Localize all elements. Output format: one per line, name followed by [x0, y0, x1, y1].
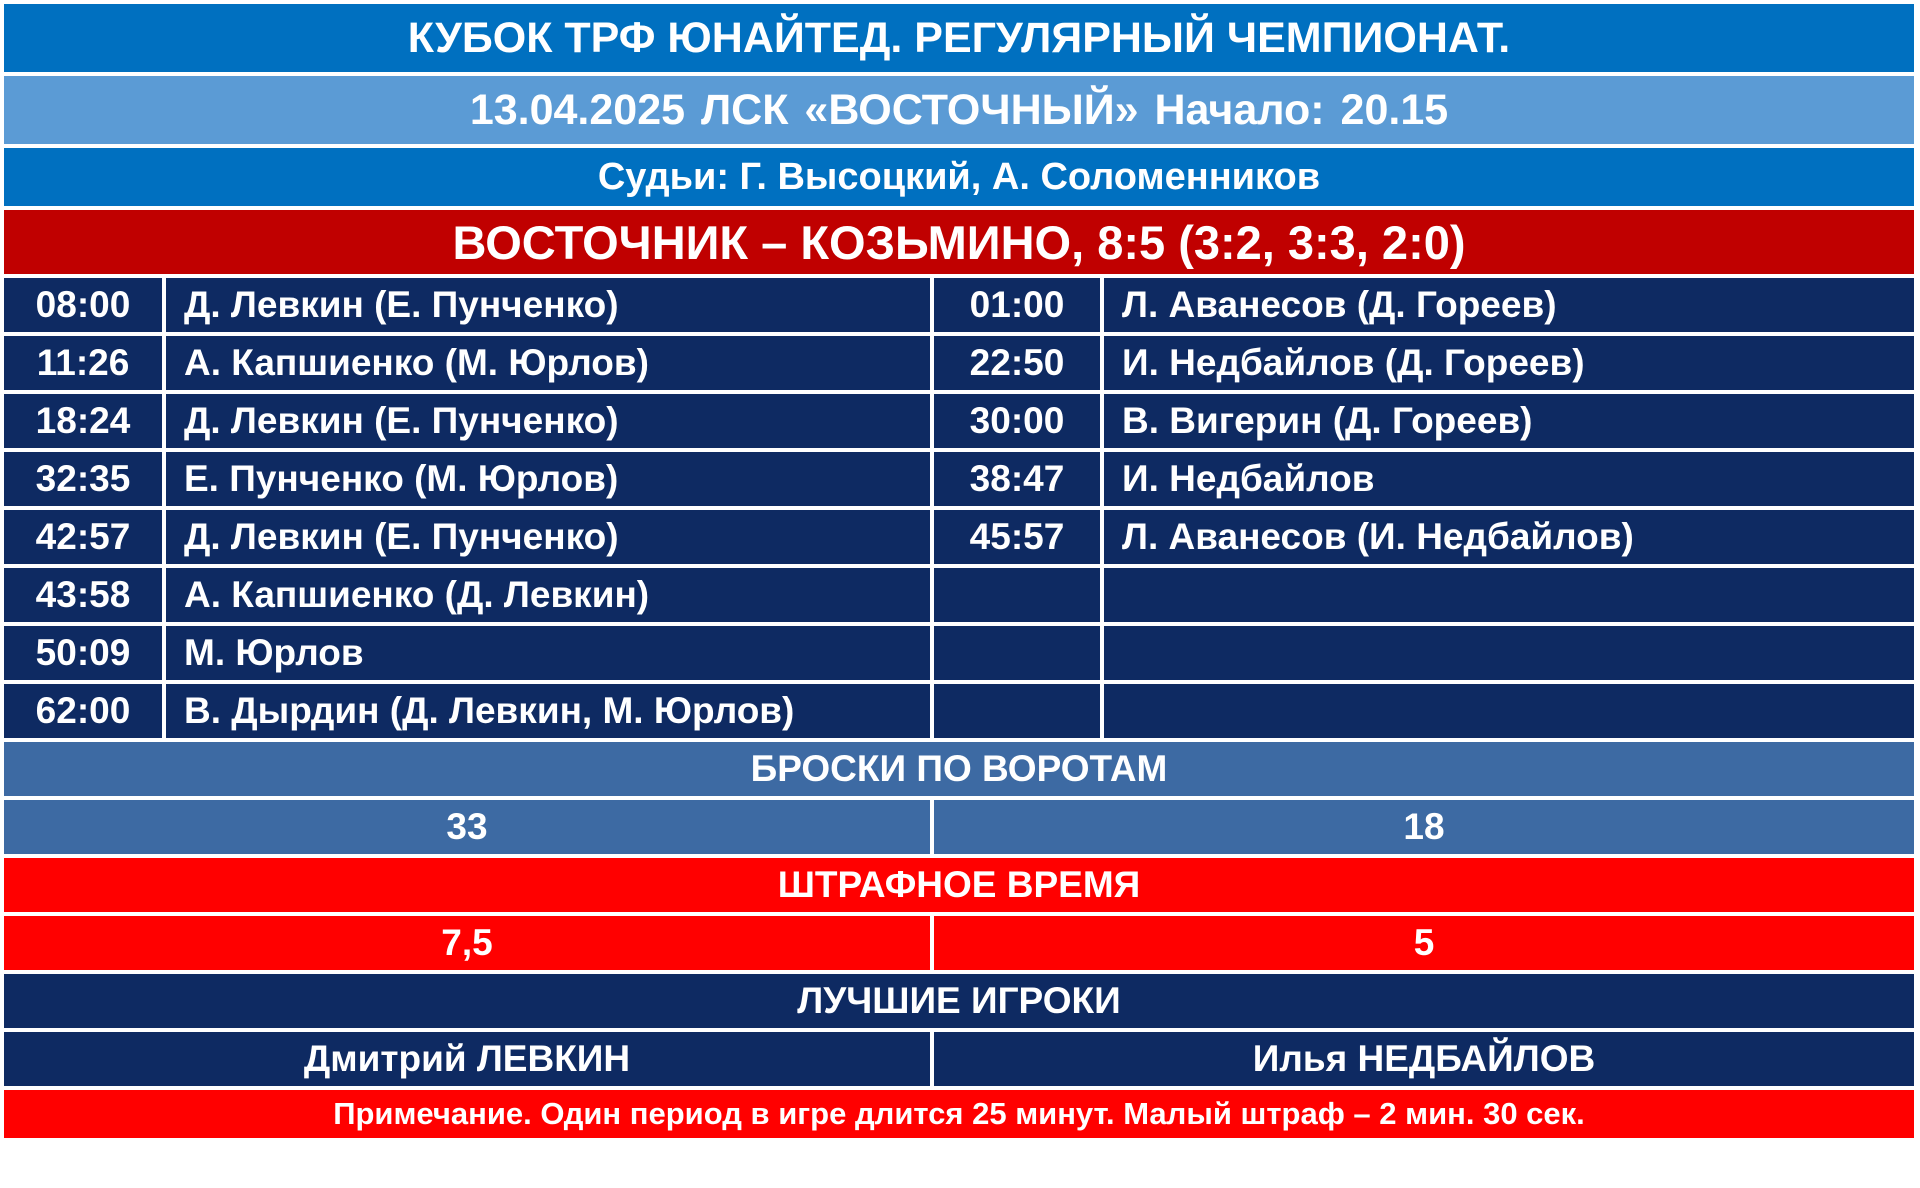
match-protocol	[4, 4, 1914, 1142]
home-shots: 33	[4, 800, 930, 854]
shots-header-row	[4, 742, 1914, 796]
home-goal-scorer: Д. Левкин (Е. Пунченко)	[166, 394, 930, 448]
home-goal-scorer: Д. Левкин (Е. Пунченко)	[166, 510, 930, 564]
home-goal-scorer: А. Капшиенко (Д. Левкин)	[166, 568, 930, 622]
home-goal-scorer: В. Дырдин (Д. Левкин, М. Юрлов)	[166, 684, 930, 738]
home-goal-time: 11:26	[4, 336, 162, 390]
away-goal-time: 22:50	[934, 336, 1100, 390]
away-best-player: Илья НЕДБАЙЛОВ	[934, 1032, 1914, 1086]
best-players-row	[4, 1032, 1914, 1086]
away-goal-scorer: Л. Аванесов (И. Недбайлов)	[1104, 510, 1914, 564]
page-title: КУБОК ТРФ ЮНАЙТЕД. РЕГУЛЯРНЫЙ ЧЕМПИОНАТ.	[4, 4, 1914, 72]
shots-label: БРОСКИ ПО ВОРОТАМ	[4, 742, 1914, 796]
goal-row	[4, 568, 1914, 622]
goal-row	[4, 336, 1914, 390]
penalties-row	[4, 916, 1914, 970]
away-goal-time	[934, 568, 1100, 622]
away-goal-time: 01:00	[934, 278, 1100, 332]
home-goal-scorer: М. Юрлов	[166, 626, 930, 680]
home-goal-time: 43:58	[4, 568, 162, 622]
home-goal-time: 32:35	[4, 452, 162, 506]
home-goal-time: 50:09	[4, 626, 162, 680]
match-score: ВОСТОЧНИК – КОЗЬМИНО, 8:5 (3:2, 3:3, 2:0)	[4, 210, 1914, 274]
home-goal-time: 62:00	[4, 684, 162, 738]
date-venue-row	[4, 76, 1914, 144]
home-goal-time: 42:57	[4, 510, 162, 564]
home-goal-scorer: А. Капшиенко (М. Юрлов)	[166, 336, 930, 390]
shots-row	[4, 800, 1914, 854]
away-shots: 18	[934, 800, 1914, 854]
home-best-player: Дмитрий ЛЕВКИН	[4, 1032, 930, 1086]
away-penalties: 5	[934, 916, 1914, 970]
penalties-header-row	[4, 858, 1914, 912]
away-goal-time	[934, 684, 1100, 738]
note-row	[4, 1090, 1914, 1138]
away-goal-scorer	[1104, 568, 1914, 622]
away-goal-scorer	[1104, 684, 1914, 738]
home-penalties: 7,5	[4, 916, 930, 970]
title-row	[4, 4, 1914, 72]
away-goal-time	[934, 626, 1100, 680]
away-goal-time: 38:47	[934, 452, 1100, 506]
home-goal-scorer: Д. Левкин (Е. Пунченко)	[166, 278, 930, 332]
home-goal-scorer: Е. Пунченко (М. Юрлов)	[166, 452, 930, 506]
away-goal-scorer: И. Недбайлов (Д. Гореев)	[1104, 336, 1914, 390]
referees: Судьи: Г. Высоцкий, А. Соломенников	[4, 148, 1914, 206]
date-venue: 13.04.2025 ЛСК «ВОСТОЧНЫЙ» Начало: 20.15	[4, 76, 1914, 144]
goal-row	[4, 394, 1914, 448]
goal-row	[4, 626, 1914, 680]
match-score-row	[4, 210, 1914, 274]
home-goal-time: 08:00	[4, 278, 162, 332]
away-goal-scorer: В. Вигерин (Д. Гореев)	[1104, 394, 1914, 448]
goal-row	[4, 510, 1914, 564]
goal-row	[4, 452, 1914, 506]
penalties-label: ШТРАФНОЕ ВРЕМЯ	[4, 858, 1914, 912]
away-goal-time: 45:57	[934, 510, 1100, 564]
best-players-header-row	[4, 974, 1914, 1028]
away-goal-scorer: Л. Аванесов (Д. Гореев)	[1104, 278, 1914, 332]
away-goal-scorer: И. Недбайлов	[1104, 452, 1914, 506]
home-goal-time: 18:24	[4, 394, 162, 448]
footnote: Примечание. Один период в игре длится 25 минут. Малый штраф – 2 мин. 30 сек.	[4, 1090, 1914, 1138]
away-goal-time: 30:00	[934, 394, 1100, 448]
best-players-label: ЛУЧШИЕ ИГРОКИ	[4, 974, 1914, 1028]
referees-row	[4, 148, 1914, 206]
goal-row	[4, 684, 1914, 738]
goal-row	[4, 278, 1914, 332]
away-goal-scorer	[1104, 626, 1914, 680]
